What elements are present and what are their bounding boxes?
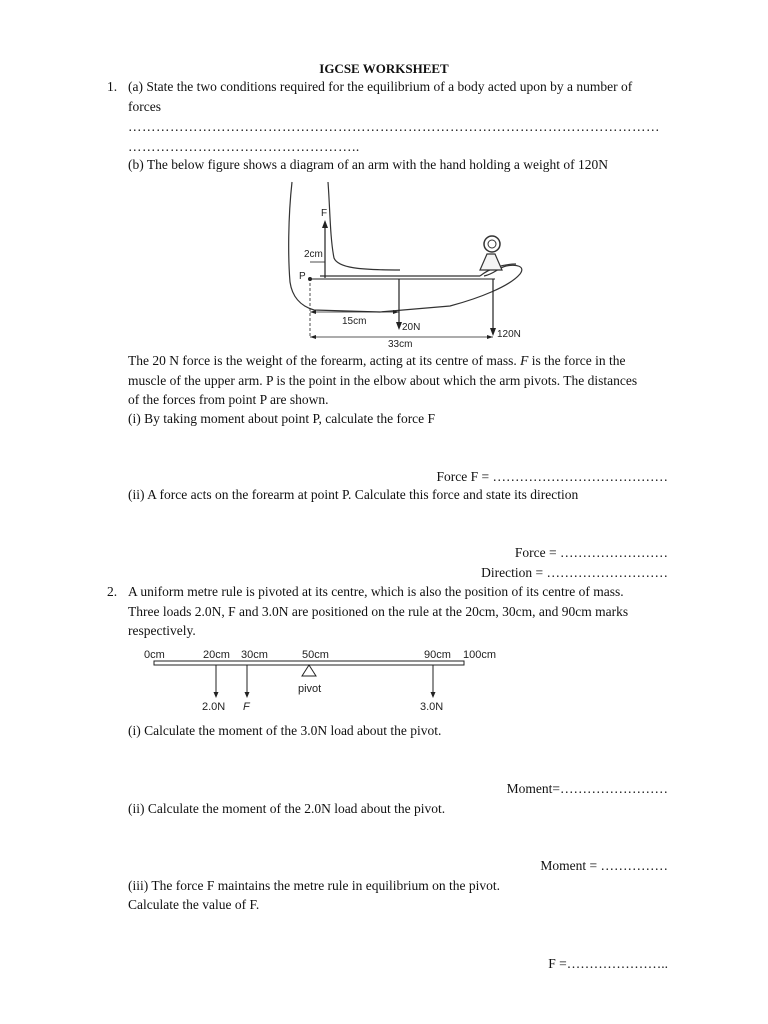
answer-dots-line2: ………………………………………….. — [128, 139, 360, 154]
question-1-description-line1 — [128, 352, 625, 370]
question-1-i-text: (i) By taking moment about point P, calculate the force F — [128, 411, 436, 426]
mark-30cm: 30cm — [241, 649, 268, 661]
question-1-number: 1. — [107, 79, 118, 94]
question-1-description-line2: muscle of the upper arm. P is the point in the elbow about which the arm pivots. The distances — [128, 373, 638, 388]
question-2-i-text: (i) Calculate the moment of the 3.0N load about the pivot. — [128, 723, 442, 738]
mark-50cm: 50cm — [302, 649, 329, 661]
worksheet-title: IGCSE WORKSHEET — [319, 61, 449, 76]
question-2-ii-answer: Moment = …………… — [540, 858, 668, 873]
question-2-i-answer: Moment=…………………… — [506, 781, 668, 796]
question-2-text-line1: A uniform metre rule is pivoted at its centre, which is also the position of its centre of mass. — [128, 584, 624, 599]
arm-diagram — [280, 178, 540, 350]
question-2-iii-text-line2: Calculate the value of F. — [128, 897, 260, 912]
question-1-i-answer: Force F = ………………………………… — [436, 469, 668, 484]
mark-100cm: 100cm — [463, 649, 497, 661]
load-3N-label: 3.0N — [420, 701, 444, 713]
question-2-iii-text-line1: (iii) The force F maintains the metre rule in equilibrium on the pivot. — [128, 878, 501, 893]
question-1b-text: (b) The below figure shows a diagram of an arm with the hand holding a weight of 120N — [128, 157, 609, 172]
mark-90cm: 90cm — [424, 649, 451, 661]
question-1-ii-force-answer: Force = …………………… — [514, 545, 668, 560]
question-2-ii-text: (ii) Calculate the moment of the 2.0N load about the pivot. — [128, 801, 446, 816]
question-1-ii-direction-answer: Direction = ……………………… — [481, 565, 668, 580]
pivot-triangle — [302, 665, 316, 676]
load-F-label: F — [243, 701, 250, 713]
load-2N-label: 2.0N — [202, 701, 226, 713]
question-1-description-line3: of the forces from point P are shown. — [128, 392, 329, 407]
fig-label-2cm: 2cm — [304, 249, 323, 260]
question-1a-text-line1: (a) State the two conditions required for the equilibrium of a body acted upon by a number of — [128, 79, 633, 94]
fig-label-15cm: 15cm — [342, 316, 367, 327]
mark-0cm: 0cm — [144, 649, 165, 661]
mark-20cm: 20cm — [203, 649, 230, 661]
question-1a-text-line2: forces — [128, 99, 161, 114]
desc-F: F — [520, 353, 529, 368]
metre-rule-diagram — [140, 644, 520, 714]
fig-label-F: F — [321, 208, 328, 219]
desc-pre: The 20 N force is the weight of the forearm, acting at its centre of mass. — [128, 353, 521, 368]
question-2-text-line2: Three loads 2.0N, F and 3.0N are positioned on the rule at the 20cm, 30cm, and 90cm marks — [128, 604, 629, 619]
fig-label-20N: 20N — [402, 322, 421, 333]
question-1-ii-text: (ii) A force acts on the forearm at point P. Calculate this force and state its direction — [128, 487, 579, 502]
fig-label-P: P — [299, 271, 306, 282]
answer-dots-line1: …………………………………………………………………………………………………… — [128, 119, 660, 134]
question-2-number: 2. — [107, 584, 118, 599]
fig-label-120N: 120N — [497, 329, 521, 340]
desc-post: is the force in the — [528, 353, 626, 368]
question-2-iii-answer: F =………………….. — [548, 956, 668, 971]
pivot-label: pivot — [298, 683, 322, 695]
fig-label-33cm: 33cm — [388, 339, 413, 350]
question-2-text-line3: respectively. — [128, 623, 196, 638]
